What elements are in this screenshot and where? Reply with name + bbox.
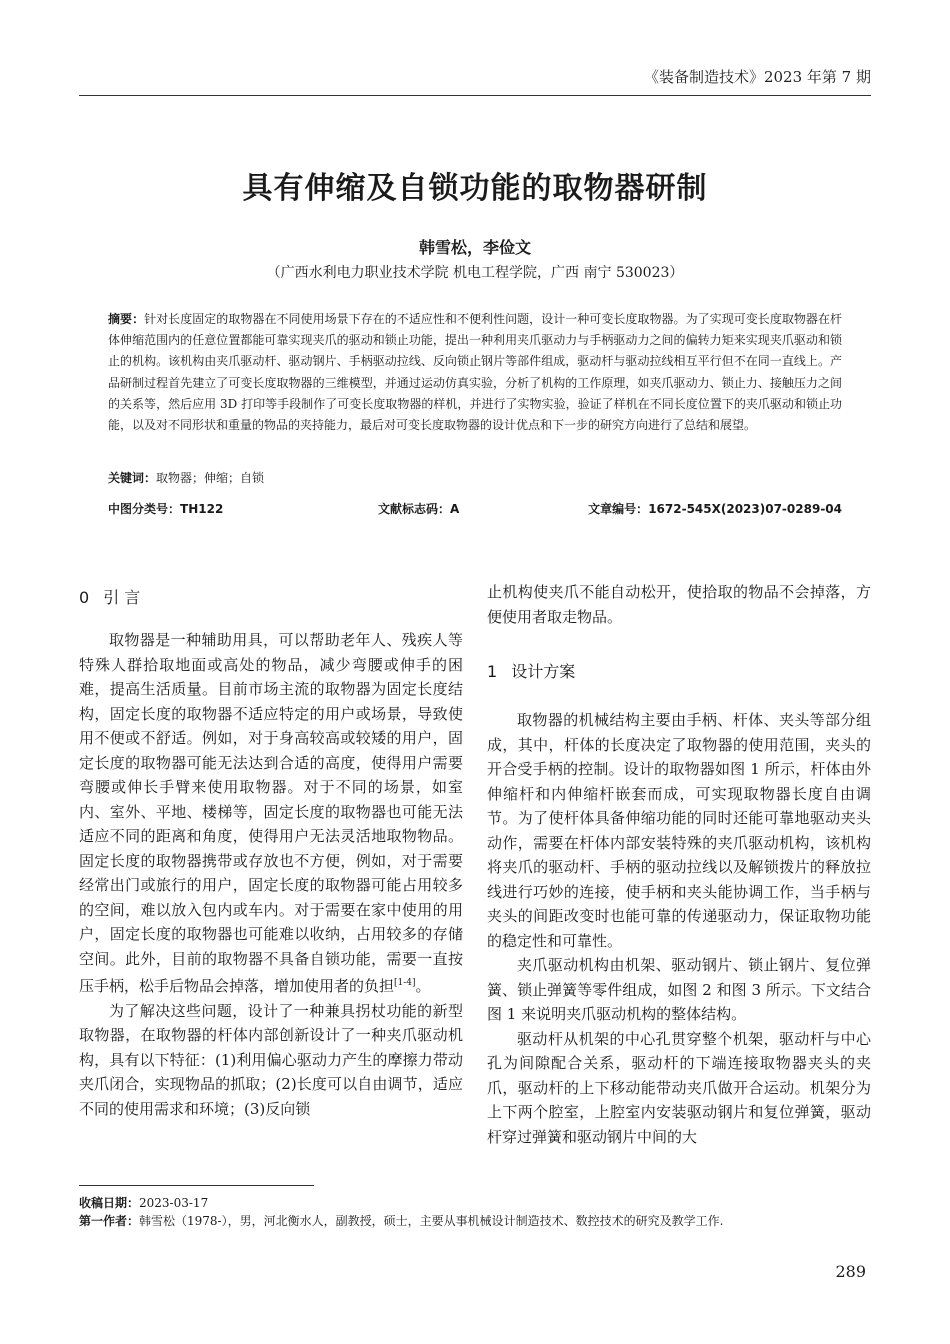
footnote-received — [79, 1195, 871, 1212]
clc-label: 中图分类号： — [108, 502, 181, 516]
section-title: 设计方案 — [511, 662, 576, 681]
affiliation: （广西水利电力职业技术学院 机电工程学院，广西 南宁 530023） — [266, 265, 684, 281]
art-value: 1672-545X(2023)07-0289-04 — [648, 502, 842, 516]
section-heading-design — [487, 659, 575, 682]
page-number: 289 — [835, 1262, 866, 1281]
author-value: 韩雪松（1978-），男，河北衡水人，副教授，硕士，主要从事机械设计制造技术、数控技术的研究及教学工作. — [139, 1214, 724, 1228]
paragraph-end: 。 — [415, 977, 431, 995]
author-label: 第一作者： — [79, 1214, 140, 1228]
art-label: 文章编号： — [588, 502, 649, 516]
article-number — [588, 500, 842, 517]
paragraph: 止机构使夹爪不能自动松开，使拾取的物品不会掉落，方便使用者取走物品。 — [487, 583, 871, 626]
article-title: 具有伸缩及自锁功能的取物器研制 — [242, 171, 708, 206]
abstract-text: 针对长度固定的取物器在不同使用场景下存在的不适应性和不便利性问题，设计一种可变长度取物器。为了实现可变长度取物器在杆体伸缩范围内的任意位置都能可靠实现夹爪的驱动和锁止功能，提出一种利用夹爪驱动力与手柄驱动力之间的偏转力矩来实现夹爪驱动和锁止的机构。该机构由夹爪驱动杆、驱动钢片、手柄驱动拉线、反向锁止钢片等部件组成，驱动杆与驱动拉线相互平行但不在同一直线上。产品研制过程首先建立了可变长度取物器的三维模型，并通过运动仿真实验，分析了机构的工作原理，如夹爪驱动力、锁止力、接触压力之间的关系等，然后应用 3D 打印等手段制作了可变长度取物器的样机，并进行了实物实验，验证了样机在不同长度位置下的夹爪驱动和锁止功能，以及对不同形状和重量的物品的夹持能力，最后对可变长度取物器的设计优点和下一步的研究方向进行了总结和展望。 — [108, 312, 842, 433]
section-heading-intro — [79, 585, 140, 608]
section-number: 1 — [487, 662, 498, 681]
doc-value: A — [450, 502, 460, 516]
paragraph: 夹爪驱动机构由机架、驱动钢片、锁止钢片、复位弹簧、锁止弹簧等零件组成，如图 2 和图 3 所示。下文结合图 1 来说明夹爪驱动机构的整体结构。 — [487, 956, 871, 1023]
journal-header: 《装备制造技术》2023 年第 7 期 — [643, 68, 871, 86]
keywords-text: 取物器；伸缩；自锁 — [156, 471, 265, 485]
citation-ref: [1-4] — [394, 978, 416, 988]
paragraph — [79, 628, 463, 999]
paragraph: 驱动杆从机架的中心孔贯穿整个机架，驱动杆与中心孔为间隙配合关系，驱动杆的下端连接取物器夹头的夹爪，驱动杆的上下移动能带动夹爪做开合运动。机架分为上下两个腔室，上腔室内安装驱动钢片和复位弹簧，驱动杆穿过弹簧和驱动钢片中间的大 — [487, 1029, 871, 1146]
keywords-label: 关键词： — [108, 471, 157, 485]
section-title: 引 言 — [103, 588, 141, 607]
footnote-author — [79, 1213, 871, 1230]
doc-label: 文献标志码： — [378, 502, 451, 516]
right-column-text — [487, 708, 871, 1149]
paragraph-text: 取物器是一种辅助用具，可以帮助老年人、残疾人等特殊人群拾取地面或高处的物品，减少弯腰或伸手的困难，提高生活质量。目前市场主流的取物器为固定长度结构，固定长度的取物器不适应特定的用户或场景，导致使用不便或不舒适。例如，对于身高较高或较矮的用户，固定长度的取物器可能无法达到合适的高度，使得用户需要弯腰或伸长手臂来使用取物器。对于不同的场景，如室内、室外、平地、楼梯等，固定长度的取物器也可能无法适应不同的距离和角度，使得用户无法灵活地取物物品。固定长度的取物器携带或存放也不方便，例如，对于需要经常出门或旅行的用户，固定长度的取物器可能占用较多的空间，难以放入包内或车内。对于需要在家中使用的用户，固定长度的取物器也可能难以收纳，占用较多的存储空间。此外，目前的取物器不具备自锁功能，需要一直按压手柄，松手后物品会掉落，增加使用者的负担 — [79, 631, 463, 995]
paragraph: 为了解决这些问题，设计了一种兼具拐杖功能的新型取物器，在取物器的杆体内部创新设计了一种夹爪驱动机构，具有以下特征：(1)利用偏心驱动力产生的摩擦力带动夹爪闭合，实现物品的抓取；(2)长度可以自由调节，适应不同的使用需求和环境；(3)反向锁 — [79, 1001, 463, 1118]
clc-value: TH122 — [180, 502, 224, 516]
authors: 韩雪松，李俭文 — [418, 238, 531, 257]
right-column-continuation — [487, 580, 871, 629]
clc-code — [108, 500, 223, 517]
abstract-label: 摘要： — [108, 312, 145, 326]
doc-code — [378, 500, 459, 517]
left-column-text — [79, 628, 463, 1121]
keywords — [108, 469, 842, 486]
footnote-rule — [79, 1185, 314, 1186]
header-rule — [79, 95, 871, 96]
received-value: 2023-03-17 — [139, 1196, 209, 1210]
received-label: 收稿日期： — [79, 1196, 140, 1210]
section-number: 0 — [79, 588, 90, 607]
paragraph: 取物器的机械结构主要由手柄、杆体、夹头等部分组成，其中，杆体的长度决定了取物器的使用范围，夹头的开合受手柄的控制。设计的取物器如图 1 所示，杆体由外伸缩杆和内伸缩杆嵌套而成，可实现取物器长度自由调节。为了使杆体具备伸缩功能的同时还能可靠地驱动夹头动作，需要在杆体内部安装特殊的夹爪驱动机构，该机构将夹爪的驱动杆、手柄的驱动拉线以及解锁拨片的释放拉线进行巧妙的连接，使手柄和夹头能协调工作，当手柄与夹头的间距改变时也能可靠的传递驱动力，保证取物功能的稳定性和可靠性。 — [487, 711, 871, 950]
abstract — [108, 309, 842, 436]
